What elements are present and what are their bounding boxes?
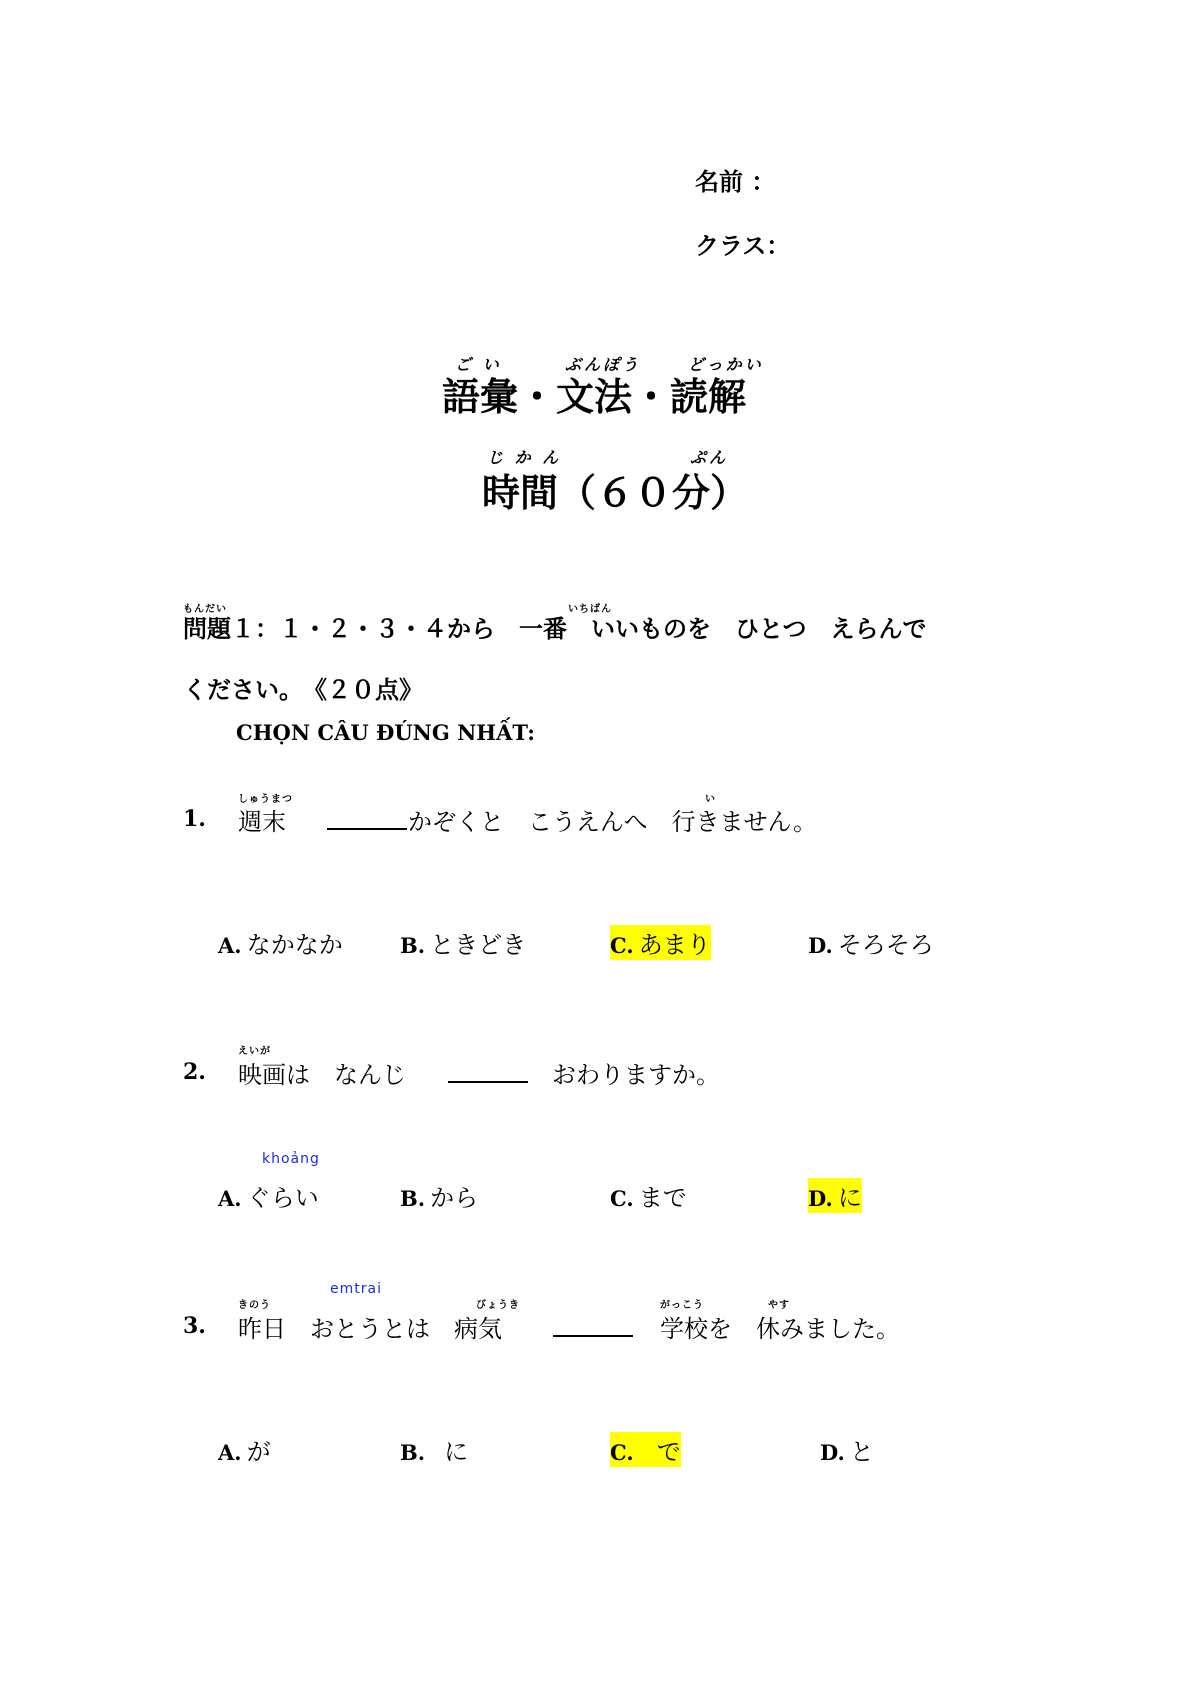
name-label: 名前 ： [695,168,776,196]
q1-furigana-shuumatsu: しゅうまつ [238,794,293,805]
q3-option-a[interactable] [218,1432,271,1467]
q1-text-part-1: 週末 [238,808,286,836]
option-text: そろそろ [837,931,934,959]
option-letter: A. [218,1440,242,1465]
q2-handwritten-note: khoảng [262,1151,320,1167]
q2-blank [448,1059,528,1087]
title-furigana-goi: ご い [455,355,502,374]
q1-option-d[interactable] [808,925,934,960]
option-letter: C. [610,933,634,958]
q2-option-a[interactable] [218,1178,319,1213]
q1-text-part-2: かぞくと こうえんへ 行きません。 [408,808,817,836]
q3-option-d[interactable] [820,1432,874,1467]
class-label: クラス： [695,232,791,260]
q1-option-c[interactable] [610,925,711,960]
option-text: に [444,1438,469,1466]
q3-furigana-kinou: きのう [238,1300,271,1311]
ichiban-furigana: いちばん [568,604,612,615]
option-text: あまり [638,931,711,959]
option-text: なかなか [246,931,343,959]
q3-blank [553,1313,633,1341]
option-text: が [246,1438,271,1466]
q3-option-b[interactable] [400,1432,468,1467]
q1-blank [327,806,407,834]
option-letter: B. [400,1440,426,1465]
option-letter: B. [400,1186,426,1211]
q1-option-a[interactable] [218,925,343,960]
q1-furigana-i: い [705,794,716,805]
option-letter: A. [218,1186,242,1211]
q3-handwritten-note: emtrai [330,1281,382,1297]
option-letter: B. [400,933,426,958]
option-letter: D. [820,1440,845,1465]
q1-number: 1. [183,806,206,832]
option-text: で [656,1438,681,1466]
option-letter: A. [218,933,242,958]
title-furigana-bunpou: ぶんぽう [565,355,642,374]
q3-text-part-2: 学校を 休みました。 [660,1315,900,1343]
title-furigana-dokkai: どっかい [688,355,764,374]
instruction-line-2: ください。 《２０点》 [183,676,423,704]
time-furigana-pun: ぷん [690,448,729,467]
q3-furigana-byouki: びょうき [476,1300,520,1311]
q2-furigana-eiga: えいが [238,1046,271,1057]
instruction-line-1: 問題１：１・２・３・４から 一番 いいものを ひとつ えらんで [183,615,927,643]
option-letter: C. [610,1440,634,1465]
q3-number: 3. [183,1313,206,1339]
option-text: ぐらい [246,1184,319,1212]
time-furigana-jikan: じ か ん [487,448,562,467]
option-text: と [849,1438,874,1466]
q2-option-b[interactable] [400,1178,478,1213]
q2-text-part-2: おわりますか。 [552,1061,720,1089]
q3-option-c[interactable] [610,1432,681,1467]
q2-text-part-1: 映画は なんじ [238,1061,406,1089]
option-text: から [430,1184,479,1212]
page-title: 語彙・文法・読解 [442,374,747,419]
time-limit: 時間（６０分） [482,470,749,515]
option-text: に [837,1184,862,1212]
q2-number: 2. [183,1059,206,1085]
option-letter: D. [808,1186,833,1211]
option-text: ときどき [430,931,527,959]
q2-option-d[interactable] [808,1178,862,1213]
option-letter: D. [808,933,833,958]
q2-option-c[interactable] [610,1178,687,1213]
q3-furigana-gakkou: がっこう [660,1300,704,1311]
q3-text-part-1: 昨日 おとうとは 病気 [238,1315,502,1343]
option-letter: C. [610,1186,634,1211]
q1-option-b[interactable] [400,925,526,960]
q3-furigana-yasu: やす [768,1300,790,1311]
instruction-vietnamese: CHỌN CÂU ĐÚNG NHẤT: [236,720,536,745]
option-text: まで [638,1184,687,1212]
mondai-furigana: もんだい [183,604,227,615]
